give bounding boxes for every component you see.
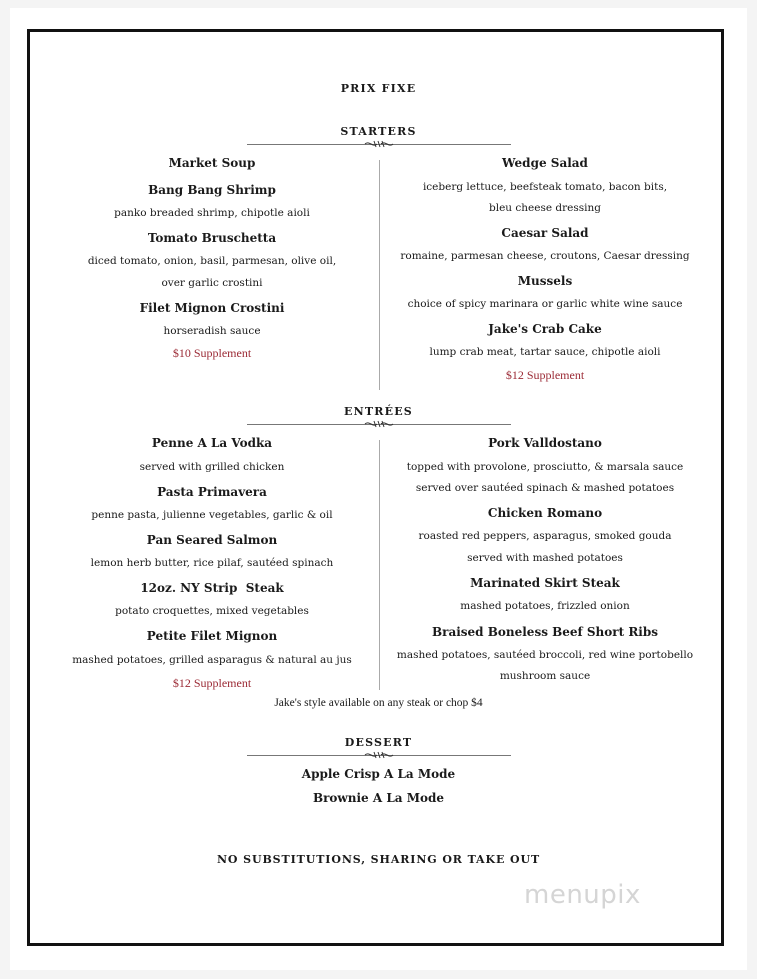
desc-chicken-romano-1: roasted red peppers, asparagus, smoked gouda [418, 530, 672, 542]
item-ny-strip-steak: 12oz. NY Strip Steak [140, 581, 284, 595]
item-petite-filet-mignon: Petite Filet Mignon [146, 629, 278, 643]
item-filet-mignon-crostini: Filet Mignon Crostini [139, 301, 285, 315]
item-pasta-primavera: Pasta Primavera [157, 485, 267, 499]
supplement-price: $12 Supplement [505, 368, 585, 382]
watermark-logo: menupix [524, 880, 641, 910]
desc-petite-filet-mignon: mashed potatoes, grilled asparagus & natural au jus [72, 654, 352, 666]
supplement-price: $12 Supplement [172, 676, 252, 690]
flourish-ornament-icon [363, 750, 395, 760]
supplement-price: $10 Supplement [172, 346, 252, 360]
flourish-ornament-icon [363, 139, 395, 149]
desc-pan-seared-salmon: lemon herb butter, rice pilaf, sautéed spinach [90, 557, 334, 569]
item-chicken-romano: Chicken Romano [487, 506, 603, 520]
item-braised-short-ribs: Braised Boneless Beef Short Ribs [431, 625, 658, 639]
page-title: PRIX FIXE [340, 82, 417, 95]
dessert-heading: DESSERT [344, 736, 413, 749]
desc-bang-bang-shrimp: panko breaded shrimp, chipotle aioli [114, 207, 310, 219]
item-marinated-skirt-steak: Marinated Skirt Steak [470, 576, 620, 590]
starters-heading: STARTERS [340, 125, 417, 138]
column-divider [379, 160, 380, 390]
desc-pasta-primavera: penne pasta, julienne vegetables, garlic & oil [91, 509, 333, 521]
item-pan-seared-salmon: Pan Seared Salmon [146, 533, 278, 547]
desc-braised-short-ribs-2: mushroom sauce [499, 670, 591, 682]
desc-penne-a-la-vodka: served with grilled chicken [139, 461, 285, 473]
item-brownie: Brownie A La Mode [312, 791, 445, 805]
desc-filet-mignon-crostini: horseradish sauce [163, 325, 261, 337]
entrees-heading: ENTRÉES [344, 405, 413, 418]
desc-braised-short-ribs-1: mashed potatoes, sautéed broccoli, red wine portobello [396, 649, 694, 661]
item-pork-valldostano: Pork Valldostano [488, 436, 602, 450]
item-jakes-crab-cake: Jake's Crab Cake [488, 322, 602, 336]
item-wedge-salad: Wedge Salad [502, 156, 588, 170]
item-caesar-salad: Caesar Salad [501, 226, 589, 240]
steak-style-note: Jake's style available on any steak or chop $4 [274, 697, 483, 709]
item-penne-a-la-vodka: Penne A La Vodka [151, 436, 273, 450]
desc-chicken-romano-2: served with mashed potatoes [467, 552, 623, 564]
desc-mussels: choice of spicy marinara or garlic white wine sauce [407, 298, 683, 310]
item-tomato-bruschetta: Tomato Bruschetta [147, 231, 277, 245]
desc-wedge-salad-2: bleu cheese dressing [489, 202, 601, 214]
footer-notice: NO SUBSTITUTIONS, SHARING OR TAKE OUT [216, 853, 541, 866]
desc-pork-valldostano-1: topped with provolone, prosciutto, & marsala sauce [406, 461, 684, 473]
desc-wedge-salad-1: iceberg lettuce, beefsteak tomato, bacon bits, [422, 181, 668, 193]
desc-ny-strip-steak: potato croquettes, mixed vegetables [115, 605, 309, 617]
desc-jakes-crab-cake: lump crab meat, tartar sauce, chipotle aioli [429, 346, 661, 358]
item-apple-crisp: Apple Crisp A La Mode [301, 767, 456, 781]
desc-tomato-bruschetta-1: diced tomato, onion, basil, parmesan, olive oil, [87, 255, 337, 267]
item-bang-bang-shrimp: Bang Bang Shrimp [148, 183, 276, 197]
item-market-soup: Market Soup [168, 156, 256, 170]
desc-tomato-bruschetta-2: over garlic crostini [161, 277, 263, 289]
flourish-ornament-icon [363, 419, 395, 429]
desc-caesar-salad: romaine, parmesan cheese, croutons, Caesar dressing [400, 250, 690, 262]
desc-pork-valldostano-2: served over sautéed spinach & mashed potatoes [415, 482, 675, 494]
item-mussels: Mussels [517, 274, 573, 288]
desc-marinated-skirt-steak: mashed potatoes, frizzled onion [460, 600, 630, 612]
